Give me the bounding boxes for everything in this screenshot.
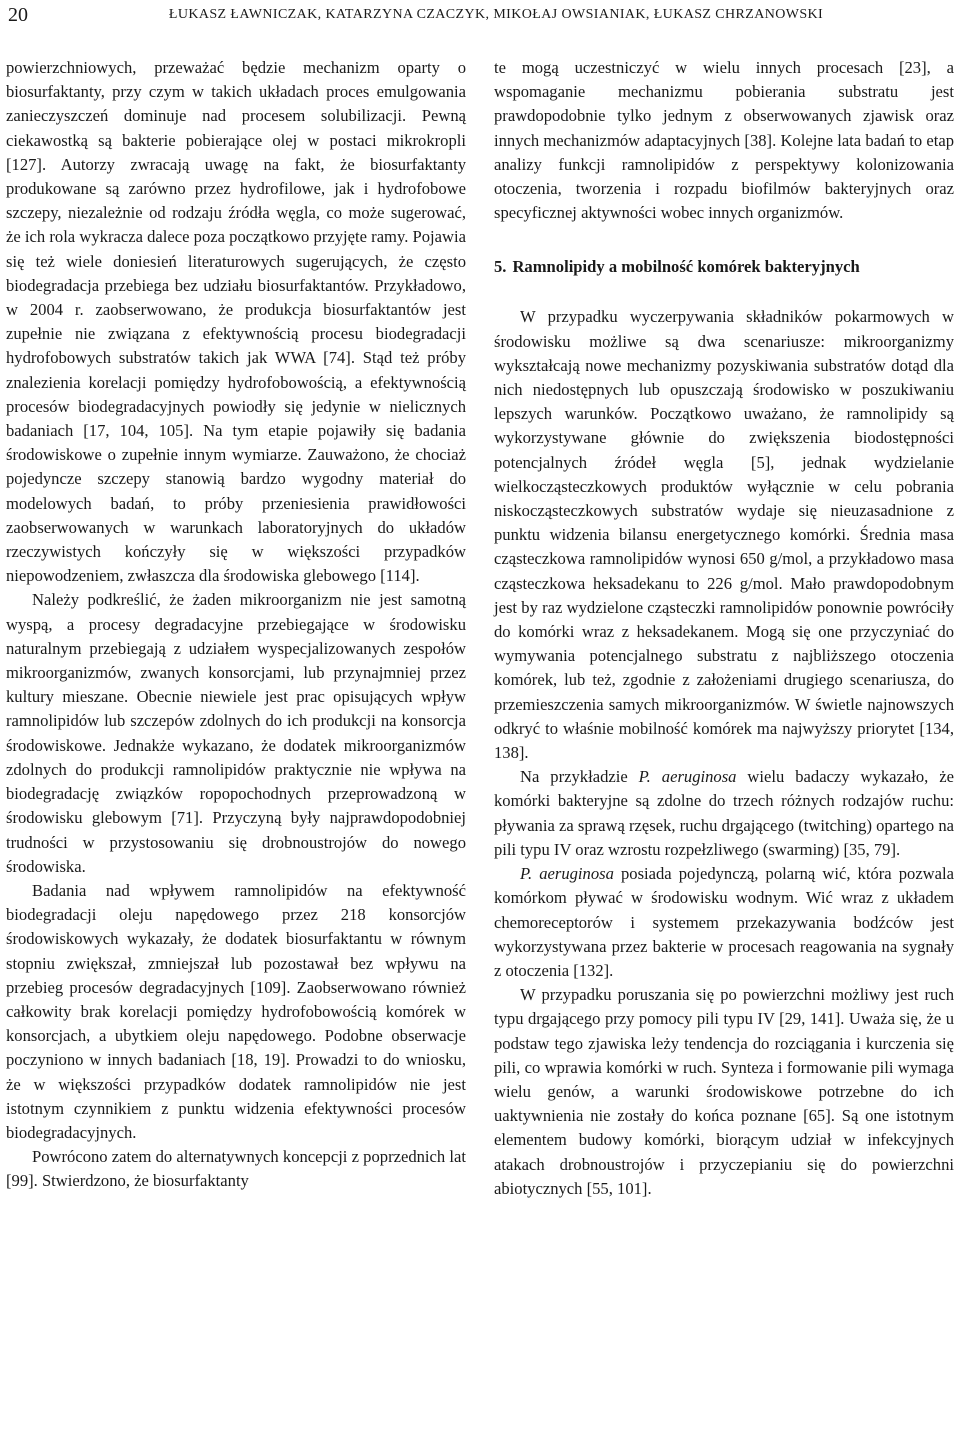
species-name: P. aeruginosa xyxy=(520,864,614,884)
paragraph-text: posiada pojedynczą, polarną wić, która pozwala komórkom pływać w środowisku wodnym. Wić wraz z układem chemoreceptorów i systemem przekazywania bodźców jest wykorzystywana przez bakterie w procesach reagowania na sygnały z otoczenia [132]. xyxy=(494,864,955,980)
paragraph-text: wielu badaczy wykazało, że komórki bakteryjne są zdolne do trzech różnych rodzajów ruchu: pływania za sprawą rzęsek, ruchu drgającego (twitching) opartego na pili typu IV oraz wzrostu rozpełzliwego (swarming) [35, 79]. xyxy=(494,767,954,859)
page-header xyxy=(6,0,954,40)
paragraph-text: Na przykładzie xyxy=(520,767,639,787)
paragraph: te mogą uczestniczyć w wielu innych procesach [23], a wspomaganie mechanizmu pobierania substratu jest prawdopodobnie tylko jednym z obserwowanych zjawisk oraz innych mechanizmów adaptacyjnych [38]. Kolejne lata badań to etap analizy funkcji ramnolipidów z perspektywy kolonizowania otoczenia, tworzenia i rozpadu biofilmów bakteryjnych oraz specyficznej aktywności wobec innych organizmów. xyxy=(494,58,954,223)
species-name: P. aeruginosa xyxy=(638,767,737,787)
section-title: Ramnolipidy a mobilność komórek bakteryjnych xyxy=(512,257,860,277)
paragraph xyxy=(494,765,954,862)
paragraph: Badania nad wpływem ramnolipidów na efektywność biodegradacji oleju napędowego przez 218 konsorcjów środowiskowych wykazały, że dodatek biosurfaktantu w równym stopniu zwiększał, zmniejszał lub pozostawał bez wpływu na przebieg procesów degradacyjnych [109]. Zaobserwowano również całkowity brak korelacji pomiędzy hydrofobowością komórek w konsorcjach, a ubytkiem oleju napędowego. Podobne obserwacje poczyniono w innych badaniach [18, 19]. Prowadzi to do wniosku, że w większości przypadków dodatek ramnolipidów nie jest istotnym czynnikiem z punktu widzenia efektywności procesów biodegradacyjnych. xyxy=(6,880,466,1142)
paragraph: Powrócono zatem do alternatywnych koncepcji z poprzednich lat [99]. Stwierdzono, że biosurfaktanty xyxy=(6,1147,466,1191)
paragraph xyxy=(494,862,954,983)
left-column xyxy=(6,56,466,1194)
running-head-authors: ŁUKASZ ŁAWNICZAK, KATARZYNA CZACZYK, MIKOŁAJ OWSIANIAK, ŁUKASZ CHRZANOWSKI xyxy=(168,7,824,22)
right-column xyxy=(494,56,954,1201)
section-heading xyxy=(494,255,954,279)
paragraph: powierzchniowych, przeważać będzie mechanizm oparty o biosurfaktanty, przy czym w takich układach proces emulgowania zanieczyszczeń dominuje nad procesem solubilizacji. Pewną ciekawostką są bakterie pobierające olej w postaci mikrokropli [127]. Autorzy zwracają uwagę na fakt, że biosurfaktanty produkowane są zarówno przez hydrofilowe, jak i hydrofobowe szczepy, niezależnie od rodzaju źródła węgla, co może sugerować, że ich rola wykracza dalece poza początkowo przyjęte ramy. Pojawia się też wiele doniesień literaturowych sugerujących, że często biodegradacja przebiega bez udziału biosurfaktantów. Przykładowo, w 2004 r. zaobserwowano, że produkcja biosurfaktantów jest zupełnie nie związana z efektywnością procesu biodegradacji hydrofobowych substratów takich jak WWA [74]. Stąd też próby znalezienia korelacji pomiędzy hydrofobowością, a efektywnością procesów biodegradacyjnych powiodły się jedynie w nielicznych badaniach [17, 104, 105]. Na tym etapie pojawiły się badania środowiskowe o zupełnie innym wymiarze. Zauważono, że chociaż pojedyncze szczepy stanowią bardzo wygodny materiał do modelowych badań, to próby przeniesienia prawidłowości zaobserwowanych w warunkach laboratoryjnych do układów rzeczywistych kończyły się w większości przypadków niepowodzeniem, zwłaszcza dla środowiska glebowego [114]. xyxy=(6,58,466,586)
paragraph: W przypadku poruszania się po powierzchni możliwy jest ruch typu drgającego przy pomocy pili typu IV [29, 141]. Uważa się, że u podstaw tego zjawiska leży tendencja do rozciągania i kurczenia się pili, co wprawia komórki w ruch. Synteza i formowanie pili wymaga wielu genów, a warunki środowiskowe potrzebne do ich uaktywnienia nie zostały do końca poznane [65]. Są one istotnym elementem budowy komórki, biorącym udział w infekcyjnych atakach drobnoustrojów i przyczepianiu się do powierzchni abiotycznych [55, 101]. xyxy=(494,985,954,1198)
section-number: 5. xyxy=(494,257,507,277)
paragraph: Należy podkreślić, że żaden mikroorganizm nie jest samotną wyspą, a procesy degradacyjne przebiegające w środowisku naturalnym przebiegają z udziałem wyspecjalizowanych zespołów mikroorganizmów, zwanych konsorcjami, lub przynajmniej przez kultury mieszane. Obecnie niewiele jest prac opisujących wpływ ramnolipidów lub szczepów zdolnych do ich produkcji na konsorcja środowiskowe. Jednakże wykazano, że dodatek mikroorganizmów zdolnych do produkcji ramnolipidów praktycznie nie wpływa na biodegradację związków ropopochodnych przeprowadzoną w środowisku glebowym [71]. Przyczyną były najprawdopodobniej trudności w przystosowaniu się drobnoustrojów do nowego środowiska. xyxy=(6,590,466,876)
paragraph: W przypadku wyczerpywania składników pokarmowych w środowisku możliwe są dwa scenariusze: mikroorganizmy wykształcają nowe mechanizmy pozyskiwania substratów dotąd dla nich niedostępnych lub opuszczają środowisko w poszukiwaniu lepszych warunków. Początkowo uważano, że ramnolipidy są wykorzystywane głównie do zwiększenia biodostępności potencjalnych źródeł węgla [5], jednak wydzielanie wielkocząsteczkowych produktów wyłącznie w celu pobrania niskocząsteczkowych substratów wydaje się nieuzasadnione z punktu widzenia bilansu energetycznego komórki. Średnia masa cząsteczkowa ramnolipidów wynosi 650 g/mol, a przykładowo masa cząsteczkowa heksadekanu to 226 g/mol. Mało prawdopodobnym jest by raz wydzielone cząsteczki ramnolipidów ponownie powróciły do komórki wraz z heksadekanem. Mogą się one przyczyniać do wymywania potencjalnego substratu z najbliższego otoczenia komórek, lub też, zgodnie z założeniami drugiego scenariusza, do przemieszczenia samych mikroorganizmów. W świetle najnowszych odkryć to właśnie mobilność komórek ma najwyższy priorytet [134, 138]. xyxy=(494,307,954,763)
page-number: 20 xyxy=(8,4,28,26)
